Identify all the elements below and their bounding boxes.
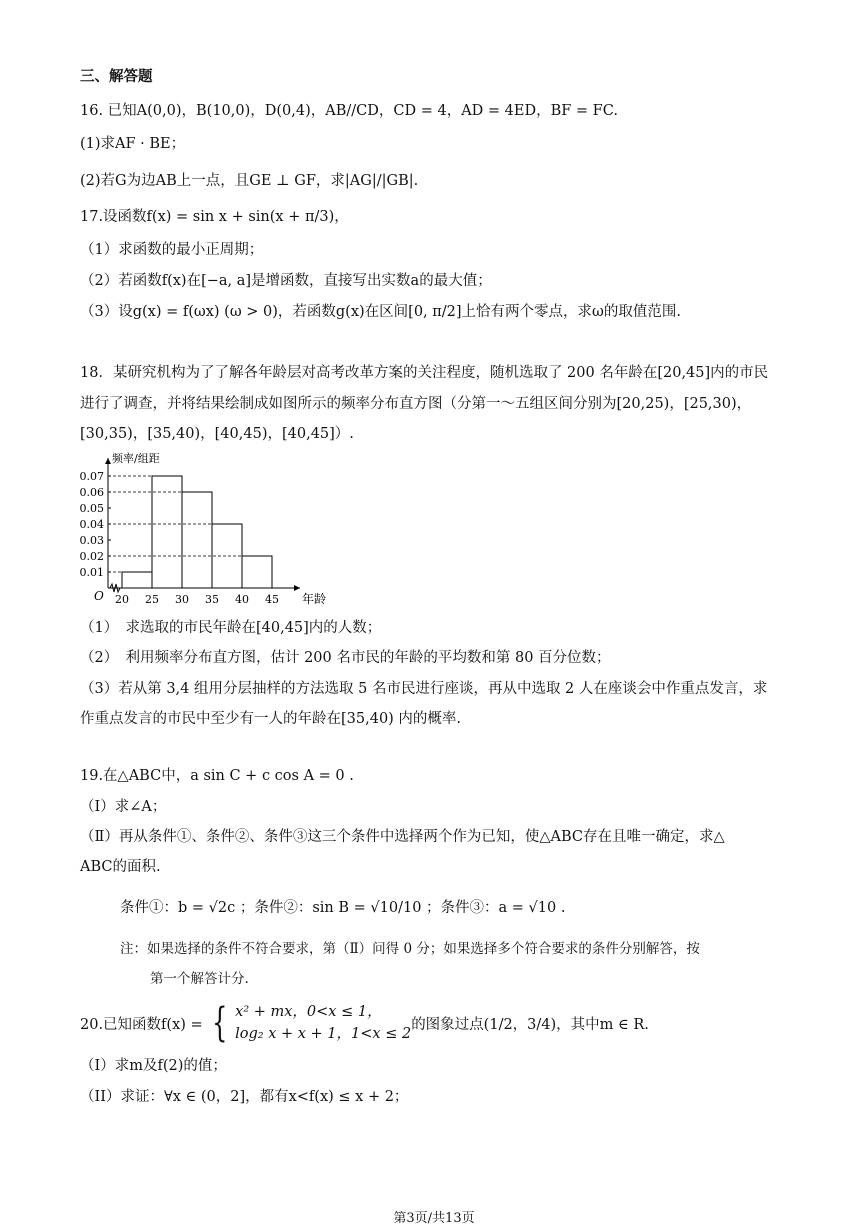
y-tick-label: 0.07 [79,470,104,483]
y-tick-label: 0.01 [79,566,104,579]
piecewise-case-2: log₂ x + x + 1，1<x ≤ 2 [235,1026,412,1042]
q18-part1: （1） 求选取的市民年龄在[40,45]内的人数； [80,620,382,636]
x-axis-arrow [294,585,300,591]
y-axis-label: 频率/组距 [112,452,160,465]
q19-part2-line2: ABC的面积. [80,859,161,875]
x-tick-label: 25 [145,593,159,606]
q19-stem: 19.在△ABC中，a sin C + c cos A = 0 . [80,768,354,784]
x-tick-label: 30 [175,593,189,606]
q20-part1: （I）求m及f(2)的值； [80,1058,227,1074]
origin-label: O [94,589,104,603]
q20-stem-suffix: 的图象过点(1/2，3/4)，其中m ∈ R. [411,1016,649,1033]
histogram-bar [122,572,152,588]
y-axis-arrow [105,458,111,464]
q20-part2: （II）求证：∀x ∈ (0，2]，都有x<f(x) ≤ x + 2； [80,1089,409,1105]
q18-part2: （2） 利用频率分布直方图，估计 200 名市民的年龄的平均数和第 80 百分位数； [80,650,611,666]
x-tick-label: 20 [115,593,129,606]
q20-stem [80,1000,649,1046]
q18-part3-line2: 作重点发言的市民中至少有一人的年龄在[35,40) 内的概率. [80,711,462,727]
q19-note-line1: 注：如果选择的条件不符合要求，第（Ⅱ）问得 0 分；如果选择多个符合要求的条件分别解答，按 [120,941,700,957]
histogram-bar [212,524,242,588]
q18-part3-line1: （3）若从第 3,4 组用分层抽样的方法选取 5 名市民进行座谈，再从中选取 2 人在座谈会中作重点发言，求 [80,681,768,697]
page-footer: 第3页/共13页 [393,1211,475,1226]
q20-stem-prefix: 20.已知函数f(x) = [80,1016,203,1033]
q18-stem-line1: 18．某研究机构为了了解各年龄层对高考改革方案的关注程度，随机选取了 200 名年龄在[20,45]内的市民 [80,365,769,381]
y-tick-label: 0.02 [79,550,104,563]
q19-part2-line1: （Ⅱ）再从条件①、条件②、条件③这三个条件中选择两个作为已知，使△ABC存在且唯一确定，求△ [80,829,725,845]
q19-part1: （Ⅰ）求∠A； [80,799,167,815]
q17-part1: （1）求函数的最小正周期； [80,242,264,258]
q17-stem: 17.设函数f(x) = sin x + sin(x + π/3)， [80,209,349,225]
y-tick-label: 0.06 [79,486,104,499]
q16-part1: (1)求AF · BE； [80,136,186,152]
piecewise-case-1: x² + mx，0<x ≤ 1， [235,1004,382,1020]
q16-part2: (2)若G为边AB上一点，且GE ⊥ GF，求|AG|/|GB|. [80,173,419,189]
brace-symbol: { [211,1000,228,1046]
histogram-bar [152,476,182,588]
q19-note-line2: 第一个解答计分. [150,971,249,987]
y-tick-label: 0.03 [79,534,104,547]
q18-stem-line2: 进行了调查，并将结果绘制成如图所示的频率分布直方图（分第一～五组区间分别为[20,25)，[25,30)， [80,396,752,412]
x-axis-label: 年龄 [302,592,327,606]
section-title: 三、解答题 [80,69,153,85]
x-tick-label: 40 [235,593,249,606]
q16-stem: 16. 已知A(0,0)，B(10,0)，D(0,4)，AB//CD，CD = 4，AD = 4ED，BF = FC. [80,103,618,119]
histogram-bar [182,492,212,588]
q17-part2: （2）若函数f(x)在[−a, a]是增函数，直接写出实数a的最大值； [80,273,492,289]
q18-stem-line3: [30,35)，[35,40)，[40,45)，[40,45]）. [80,426,354,442]
q19-conditions: 条件①：b = √2c ；条件②：sin B = √10/10 ；条件③：a = √10 . [120,900,566,916]
piecewise-cases [235,1001,411,1045]
x-tick-label: 45 [265,593,279,606]
y-tick-label: 0.04 [79,518,104,531]
histogram-bar [242,556,272,588]
frequency-histogram [72,448,332,613]
x-tick-label: 35 [205,593,219,606]
y-tick-label: 0.05 [79,502,104,515]
q17-part3: （3）设g(x) = f(ωx) (ω > 0)，若函数g(x)在区间[0, π/2]上恰有两个零点，求ω的取值范围. [80,304,681,320]
